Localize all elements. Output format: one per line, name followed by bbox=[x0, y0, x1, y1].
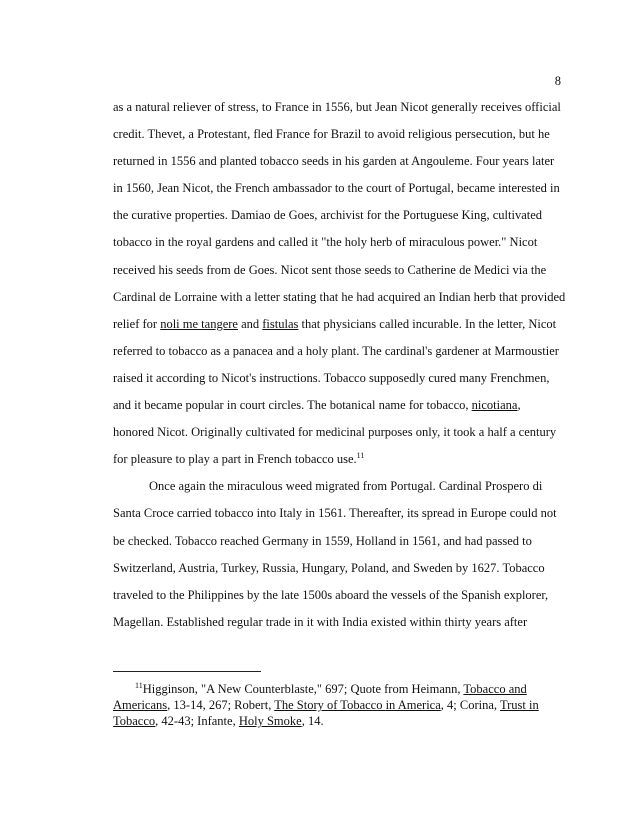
text-line: received his seeds from de Goes. Nicot sent those seeds to Catherine de Medici via the bbox=[113, 262, 547, 277]
page-number: 8 bbox=[554, 74, 561, 88]
underlined-title: Tobacco bbox=[113, 714, 156, 728]
footnote-separator bbox=[113, 671, 261, 672]
text-line: be checked. Tobacco reached Germany in 1559, Holland in 1561, and had passed to bbox=[113, 533, 532, 548]
text-line: honored Nicot. Originally cultivated for medicinal purposes only, it took a half a century bbox=[113, 425, 557, 440]
text-line: Switzerland, Austria, Turkey, Russia, Hungary, Poland, and Sweden by 1627. Tobacco bbox=[113, 560, 545, 575]
text-line: Magellan. Established regular trade in it with India existed within thirty years after bbox=[113, 614, 528, 629]
text-run: , bbox=[517, 398, 521, 413]
text-run: that physicians called incurable. In the letter, Nicot bbox=[298, 316, 557, 331]
text-line: returned in 1556 and planted tobacco seeds in his garden at Angouleme. Four years later bbox=[113, 154, 555, 169]
text-run: , 13-14, 267; Robert, bbox=[167, 698, 275, 712]
body-text bbox=[113, 94, 568, 636]
text-line bbox=[113, 446, 568, 473]
underlined-title: Trust in bbox=[499, 698, 539, 712]
text-line: referred to tobacco as a panacea and a holy plant. The cardinal's gardener at Marmoustier bbox=[113, 343, 559, 358]
underlined-title: Holy Smoke bbox=[238, 714, 302, 728]
text-line: Santa Croce carried tobacco into Italy in 1561. Thereafter, its spread in Europe could not bbox=[113, 506, 557, 521]
footnote-line bbox=[113, 681, 573, 697]
text-line: in 1560, Jean Nicot, the French ambassador to the court of Portugal, became interested in bbox=[113, 181, 560, 196]
text-run: for pleasure to play a part in French tobacco use. bbox=[113, 452, 357, 467]
underlined-term: fistulas bbox=[262, 316, 299, 331]
text-line bbox=[113, 392, 568, 419]
text-line: tobacco in the royal gardens and called it "the holy herb of miraculous power." Nicot bbox=[113, 235, 538, 250]
underlined-title: Tobacco and bbox=[463, 682, 527, 696]
footnote-line bbox=[113, 713, 573, 729]
text-line bbox=[113, 311, 568, 338]
text-run: Higginson, "A New Counterblaste," 697; Quote from Heimann, bbox=[142, 682, 464, 696]
text-run: , 42-43; Infante, bbox=[155, 714, 239, 728]
text-line: Cardinal de Lorraine with a letter stating that he had acquired an Indian herb that provided bbox=[113, 289, 566, 304]
text-line: traveled to the Philippines by the late 1500s aboard the vessels of the Spanish explorer, bbox=[113, 587, 549, 602]
footnote-reference: 11 bbox=[356, 451, 365, 461]
text-run: , 14. bbox=[301, 714, 324, 728]
text-line: raised it according to Nicot's instructions. Tobacco supposedly cured many Frenchmen, bbox=[113, 370, 550, 385]
text-line: Once again the miraculous weed migrated from Portugal. Cardinal Prospero di bbox=[149, 479, 543, 494]
underlined-term: noli me tangere bbox=[160, 316, 238, 331]
text-line: credit. Thevet, a Protestant, fled France for Brazil to avoid religious persecution, but he bbox=[113, 127, 550, 142]
footnote-mark: 11 bbox=[135, 681, 143, 690]
text-run: relief for bbox=[113, 316, 161, 331]
text-run: and it became popular in court circles. The botanical name for tobacco, bbox=[113, 398, 472, 413]
text-run: , 4; Corina, bbox=[440, 698, 500, 712]
text-line: the curative properties. Damiao de Goes, archivist for the Portuguese King, cultivated bbox=[113, 208, 543, 223]
footnote-line bbox=[113, 697, 573, 713]
footnote bbox=[113, 681, 573, 729]
text-run: and bbox=[237, 316, 263, 331]
underlined-term: nicotiana bbox=[471, 398, 518, 413]
text-line: as a natural reliever of stress, to France in 1556, but Jean Nicot generally receives official bbox=[113, 100, 561, 114]
underlined-title: The Story of Tobacco in America bbox=[274, 698, 441, 712]
underlined-title: Americans bbox=[113, 698, 168, 712]
